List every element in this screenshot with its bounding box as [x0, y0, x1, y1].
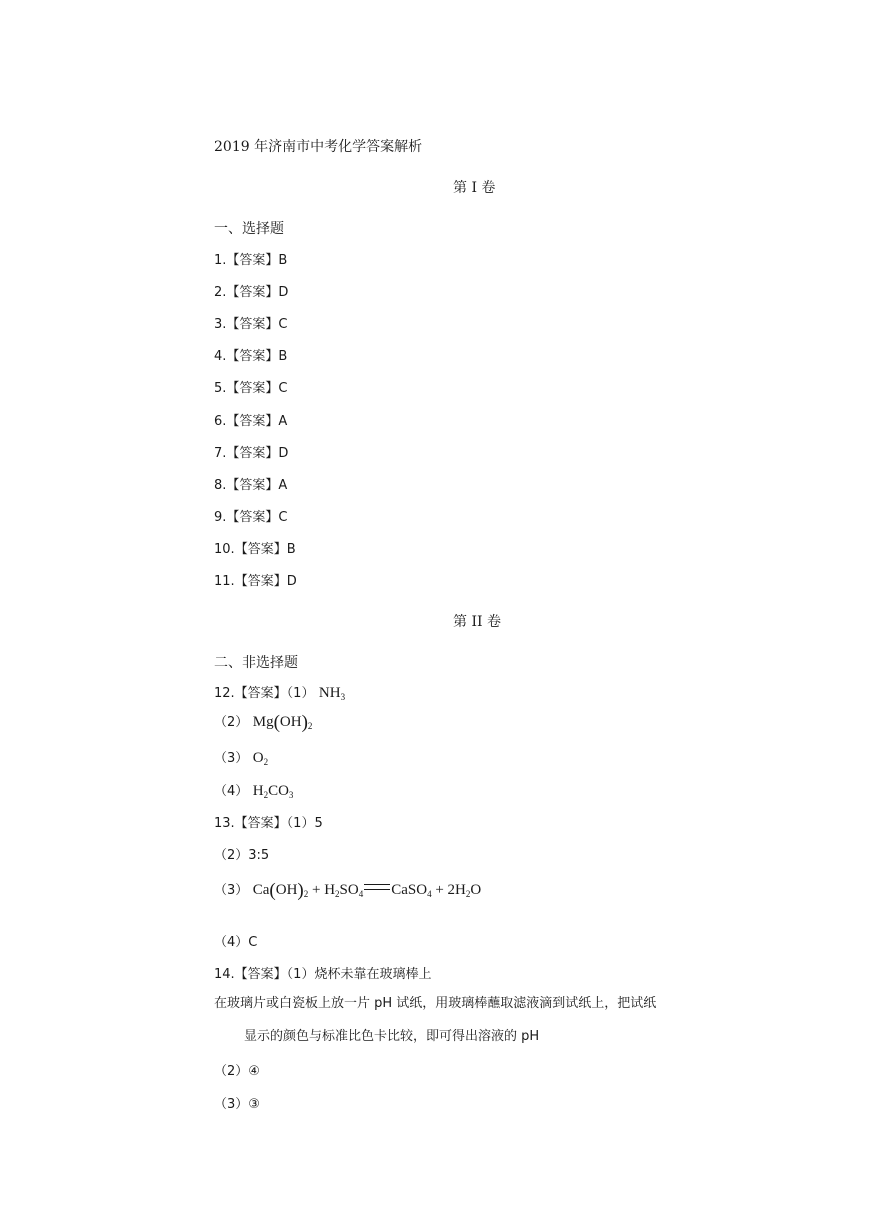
mcq-answer: B: [278, 253, 288, 268]
section-heading-1: 第 I 卷: [453, 180, 496, 196]
q12-part4: （4） $H_2CO_3$: [214, 783, 294, 800]
q13-part4: （4）C: [214, 935, 258, 950]
mcq-num: 10.: [214, 542, 235, 557]
mcq-num: 1.: [214, 253, 227, 268]
mcq-answer-row: [214, 316, 288, 334]
mcq-answer-row: [214, 284, 288, 302]
equals-sign: [364, 884, 390, 890]
mcq-answer: C: [278, 317, 288, 332]
mcq-label: 【答案】: [226, 253, 279, 268]
mcq-answer-row: [214, 348, 287, 366]
mcq-answer-row: [214, 380, 288, 398]
mcq-num: 7.: [214, 446, 227, 461]
q14-part2: （2）④: [214, 1064, 260, 1079]
formula-mgoh2: $Mg(OH)_2$: [252, 712, 313, 733]
mcq-answer-row: [214, 573, 297, 591]
mcq-answer: C: [278, 381, 288, 396]
mcq-num: 5.: [214, 381, 227, 396]
q13-part3: （3） $Ca(OH)_2 + H_2SO_4$ CaSO$_4$ + $2H_2O$: [214, 880, 482, 901]
mcq-num: 8.: [214, 478, 227, 493]
mcq-num: 4.: [214, 349, 227, 364]
mcq-label: 【答案】: [226, 478, 279, 493]
mcq-answer: A: [278, 478, 288, 493]
mcq-answer: D: [278, 446, 289, 461]
mcq-answer: B: [278, 349, 288, 364]
q14-part1: 14.【答案】（1）烧杯未靠在玻璃棒上: [214, 967, 432, 982]
mcq-answer: D: [286, 574, 297, 589]
mcq-answer-row: [214, 413, 287, 431]
mcq-answer: A: [278, 414, 288, 429]
mcq-label: 【答案】: [226, 414, 279, 429]
mcq-answer: D: [278, 285, 289, 300]
q14-line2: 在玻璃片或白瓷板上放一片 pH 试纸，用玻璃棒蘸取滤液滴到试纸上，把试纸: [214, 996, 657, 1011]
mcq-num: 3.: [214, 317, 227, 332]
mcq-label: 【答案】: [226, 317, 279, 332]
mcq-answer: C: [278, 510, 288, 525]
section-heading-2: 第 II 卷: [453, 614, 501, 630]
q14-line3: 显示的颜色与标准比色卡比较，即可得出溶液的 pH: [244, 1029, 540, 1044]
formula-nh3: $NH_3$: [318, 685, 346, 702]
mcq-num: 2.: [214, 285, 227, 300]
section-subheading-1: 一、选择题: [214, 221, 284, 237]
mcq-label: 【答案】: [226, 510, 279, 525]
mcq-label: 【答案】: [234, 574, 287, 589]
q12-part2: （2） $Mg(OH)_2$: [214, 712, 313, 733]
document-title: 2019 年济南市中考化学答案解析: [214, 139, 423, 155]
mcq-answer: B: [286, 542, 296, 557]
mcq-label: 【答案】: [226, 349, 279, 364]
chemical-equation: $Ca(OH)_2 + H_2SO_4$ CaSO$_4$ + $2H_2O$: [252, 880, 482, 901]
q13-part1: 13.【答案】（1）5: [214, 816, 323, 831]
section-subheading-2: 二、非选择题: [214, 655, 298, 671]
mcq-label: 【答案】: [226, 381, 279, 396]
mcq-answer-row: [214, 509, 288, 527]
q12-part3: （3） $O_2$: [214, 750, 269, 767]
formula-o2: $O_2$: [252, 750, 269, 767]
q12-part1: 12.【答案】（1） $NH_3$: [214, 685, 346, 702]
mcq-answer-row: [214, 541, 296, 559]
mcq-label: 【答案】: [226, 285, 279, 300]
mcq-label: 【答案】: [226, 446, 279, 461]
mcq-num: 11.: [214, 574, 235, 589]
mcq-answer-row: [214, 445, 288, 463]
q14-part3: （3）③: [214, 1097, 260, 1112]
mcq-answer-row: [214, 477, 287, 495]
q13-part2: （2）3:5: [214, 848, 270, 863]
formula-h2co3: $H_2CO_3$: [252, 783, 294, 800]
mcq-num: 6.: [214, 414, 227, 429]
mcq-label: 【答案】: [234, 542, 287, 557]
mcq-num: 9.: [214, 510, 227, 525]
mcq-answer-row: [214, 252, 287, 270]
